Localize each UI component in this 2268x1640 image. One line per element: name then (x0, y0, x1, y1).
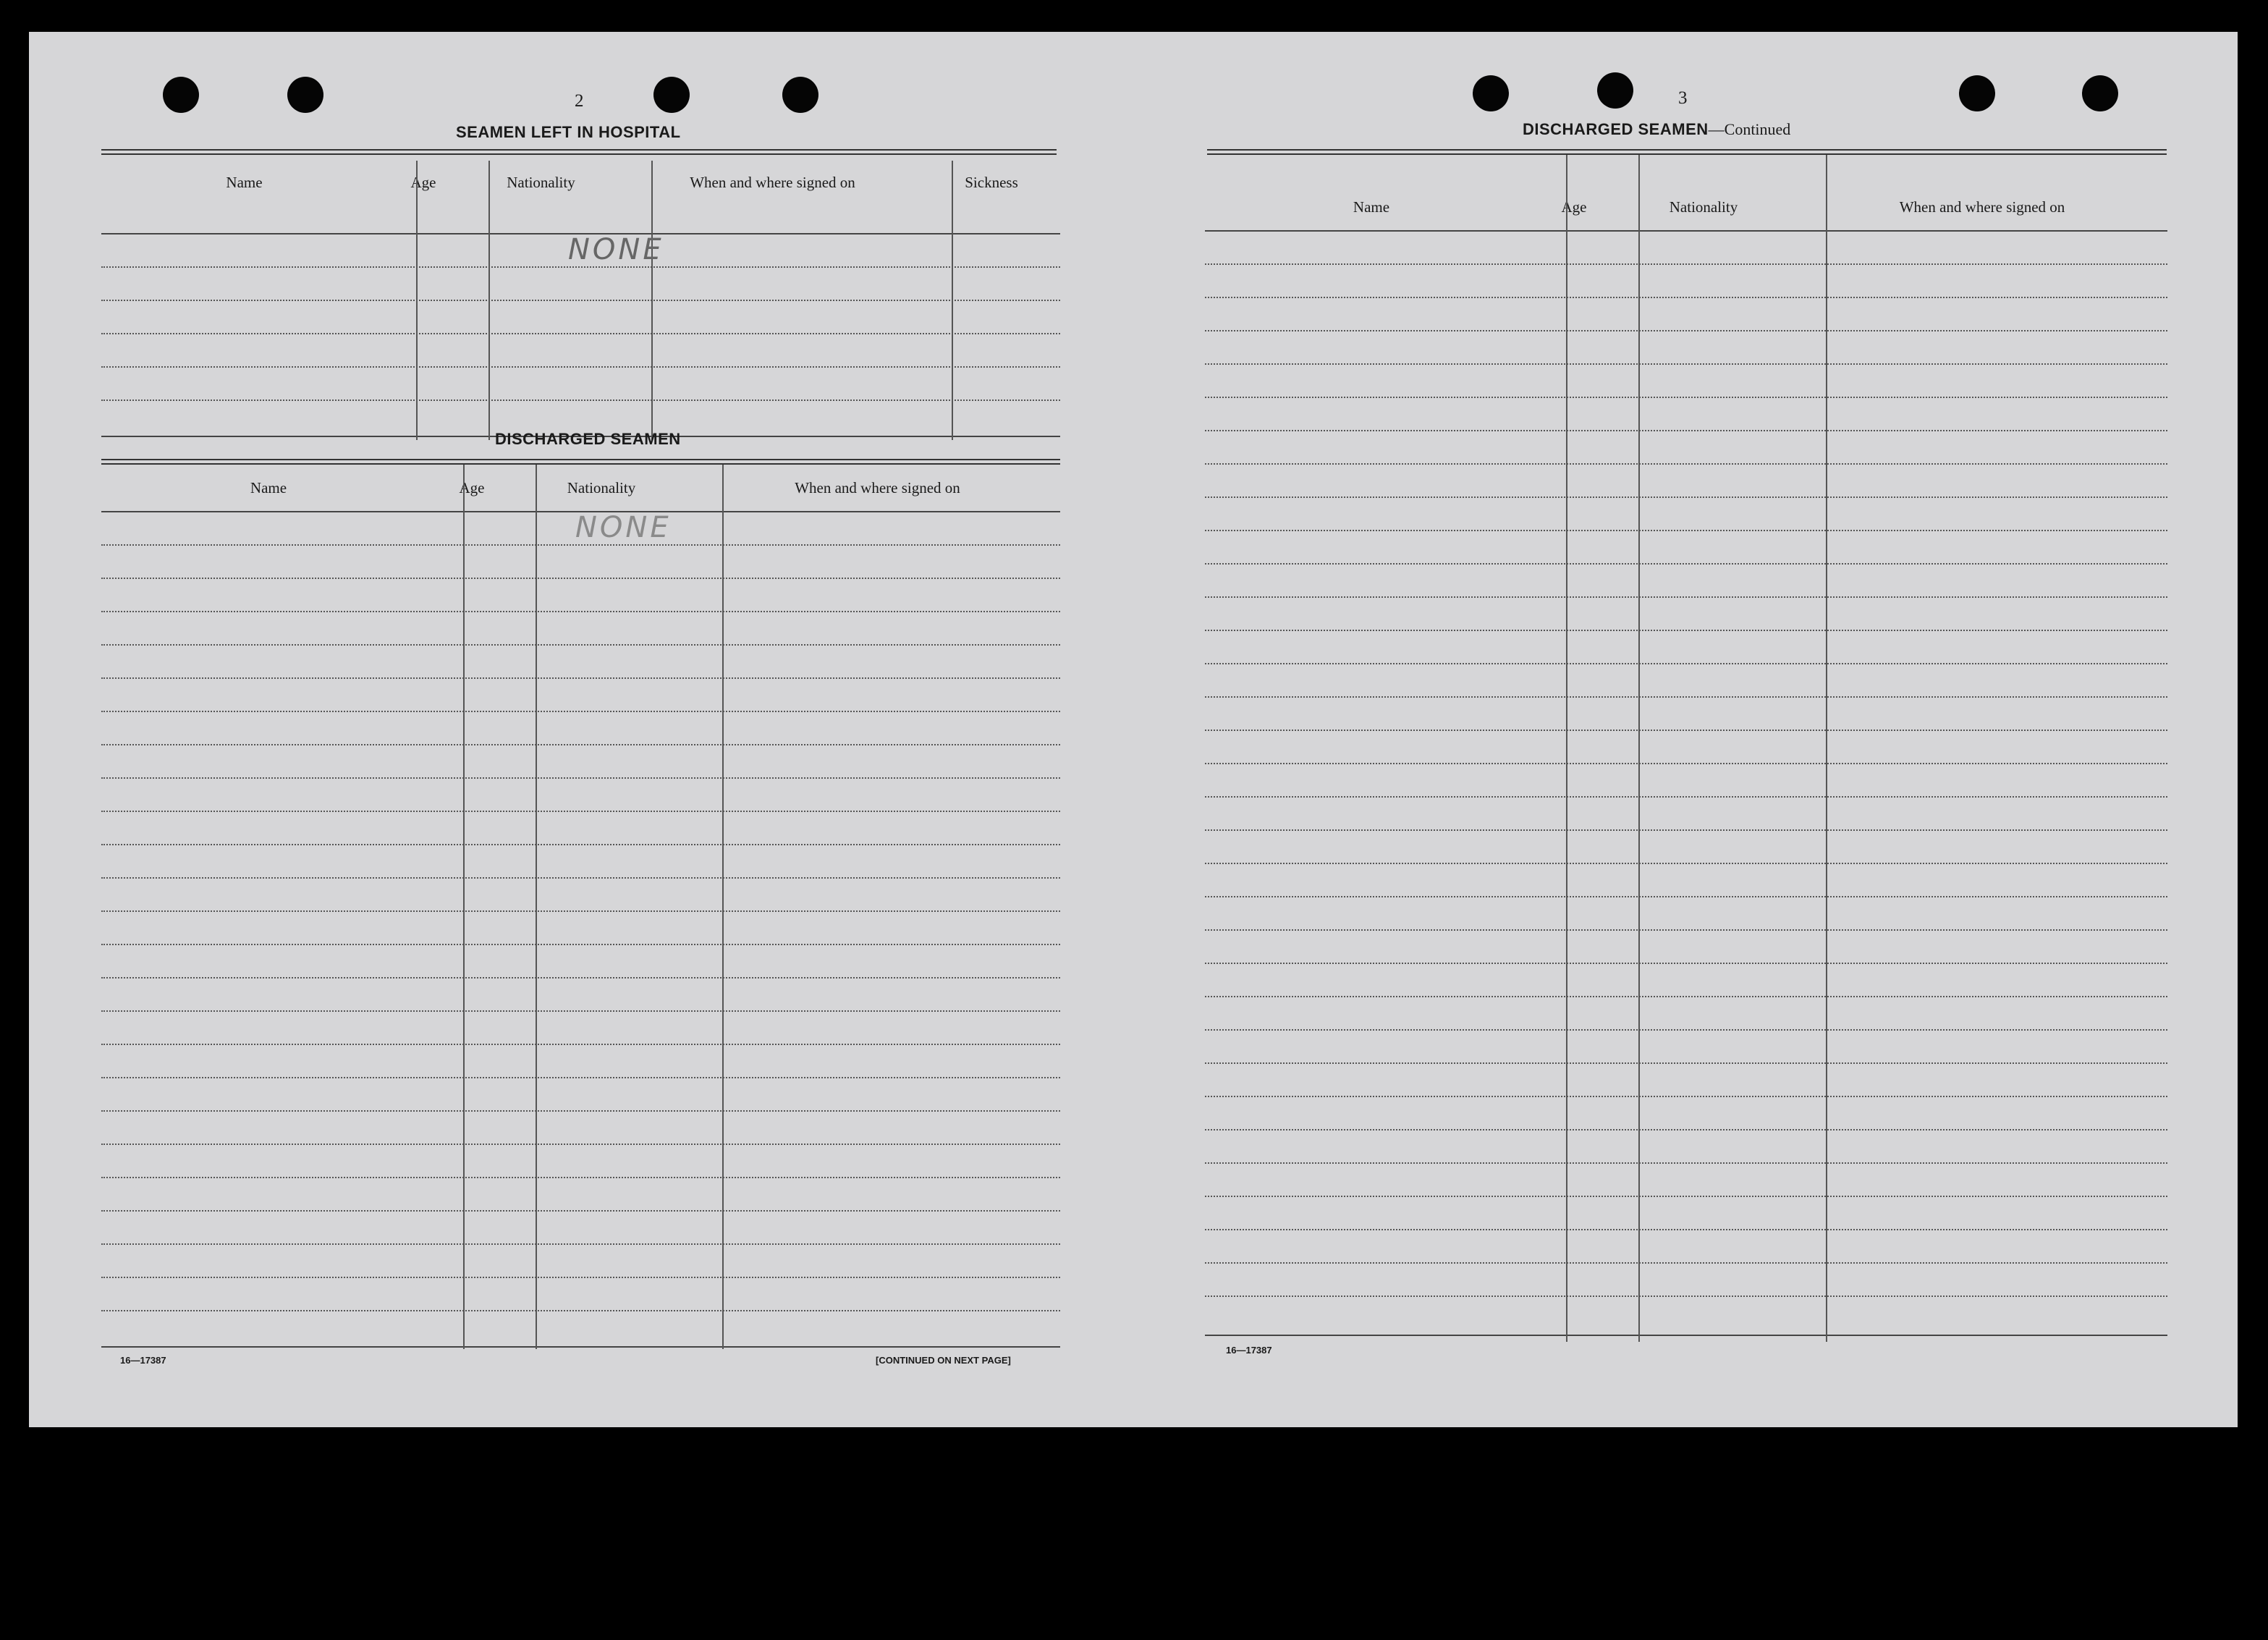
continued-note: [CONTINUED ON NEXT PAGE] (876, 1355, 1011, 1366)
punch-hole-4 (782, 77, 818, 113)
col-header-name: Name (1353, 198, 1390, 216)
col-header-name: Name (250, 479, 287, 496)
right-title-rule (1207, 149, 2167, 155)
col-header-signed-on: When and where signed on (795, 479, 960, 496)
col-header-signed-on: When and where signed on (1899, 198, 2065, 216)
punch-hole-1 (163, 77, 199, 113)
hospital-table (101, 161, 1060, 440)
left-form-number: 16—17387 (120, 1355, 166, 1366)
discharged-section-title: DISCHARGED SEAMEN (495, 430, 681, 448)
punch-hole-2 (287, 77, 323, 113)
discharged-table-left (101, 465, 1060, 1349)
hospital-section-title: SEAMEN LEFT IN HOSPITAL (456, 123, 681, 141)
punch-hole-5 (1473, 75, 1509, 111)
col-header-nationality: Nationality (567, 479, 636, 496)
punch-hole-8 (2082, 75, 2118, 111)
punch-hole-6 (1597, 72, 1633, 109)
col-header-nationality: Nationality (507, 174, 575, 191)
handwritten-none-discharged: NONE (575, 511, 672, 544)
col-header-age: Age (459, 479, 485, 496)
right-section-title-text: DISCHARGED SEAMEN (1523, 120, 1709, 138)
right-section-title-suffix: —Continued (1708, 120, 1791, 138)
col-header-sickness: Sickness (965, 174, 1018, 191)
punch-hole-3 (653, 77, 690, 113)
col-header-name: Name (226, 174, 263, 191)
discharged-title-rule (101, 459, 1060, 465)
col-header-signed-on: When and where signed on (690, 174, 855, 191)
left-page-number: 2 (575, 91, 584, 111)
hospital-title-rule (101, 149, 1057, 155)
col-header-age: Age (1561, 198, 1587, 216)
punch-hole-7 (1959, 75, 1995, 111)
right-page-number: 3 (1678, 88, 1688, 108)
handwritten-none-hospital: NONE (568, 233, 664, 266)
right-section-title (1523, 120, 1790, 139)
right-form-number: 16—17387 (1226, 1345, 1272, 1356)
discharged-table-right (1205, 155, 2167, 1342)
document-sheet (29, 32, 2238, 1427)
col-header-nationality: Nationality (1669, 198, 1738, 216)
col-header-age: Age (410, 174, 436, 191)
